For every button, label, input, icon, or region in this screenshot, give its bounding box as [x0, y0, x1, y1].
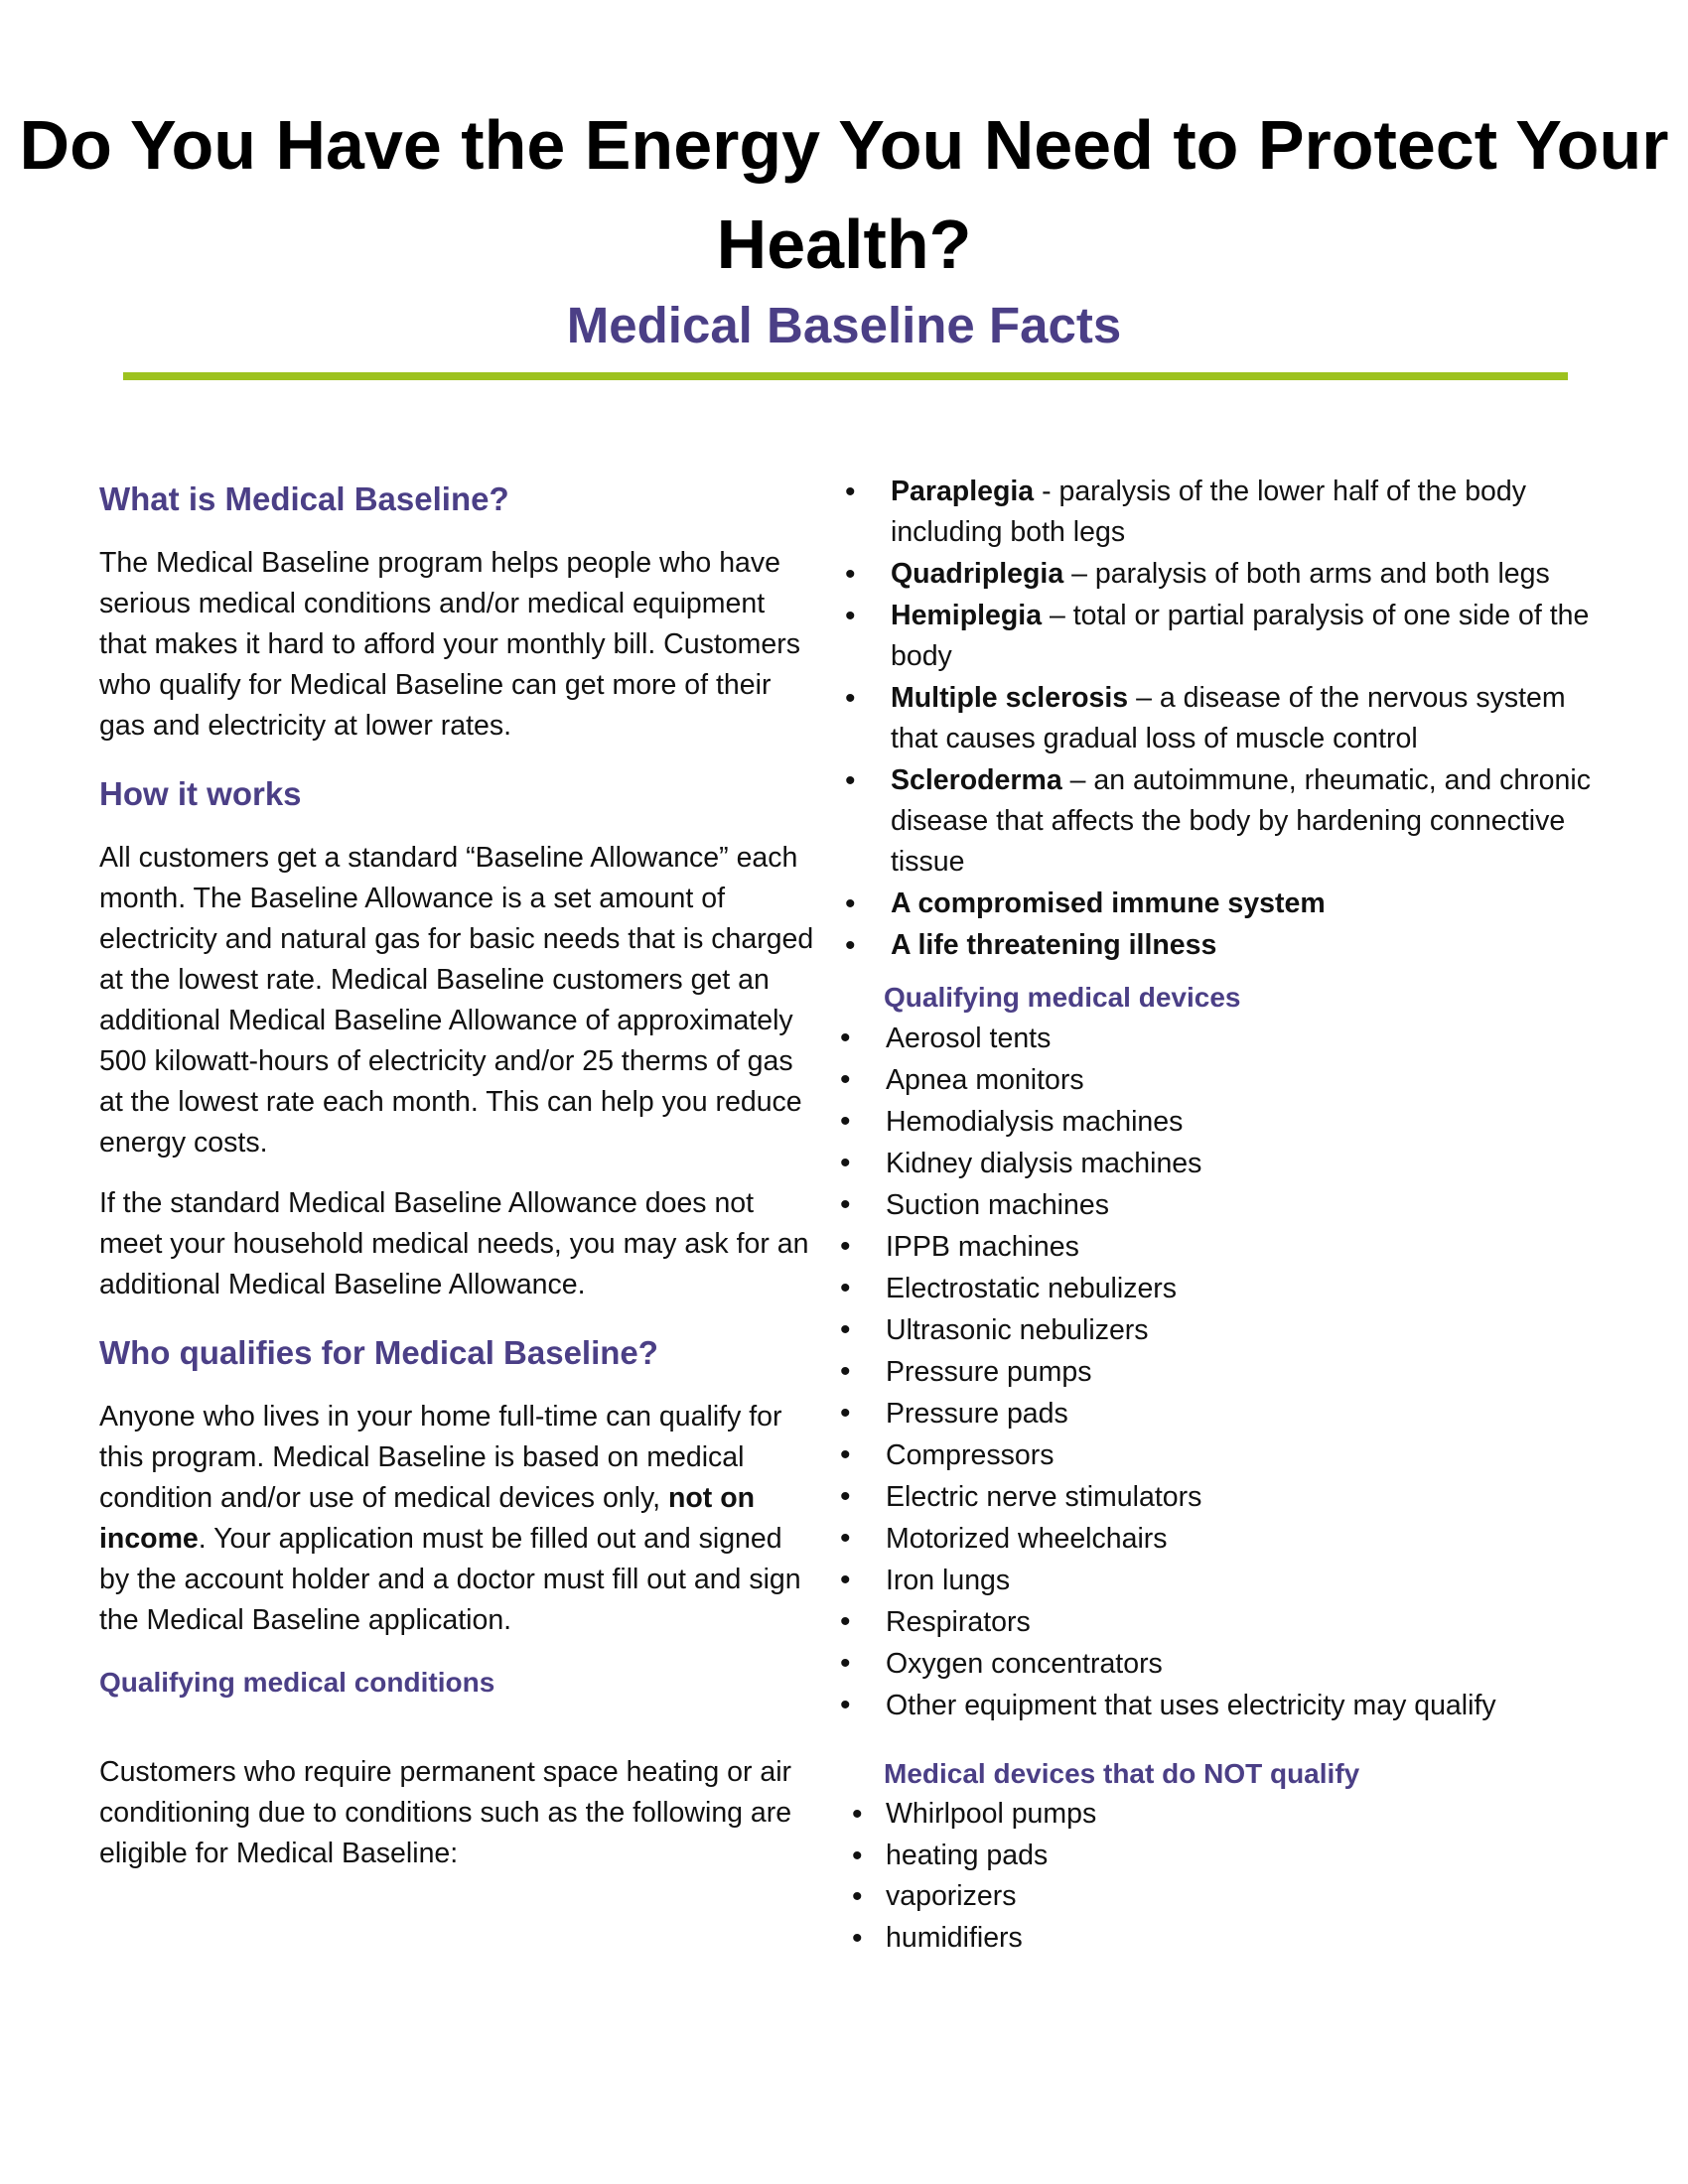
list-item: • Pressure pumps [886, 1351, 1599, 1393]
list-item [891, 925, 1599, 966]
how-heading: How it works [99, 775, 302, 812]
list-item [891, 596, 1599, 677]
right-column [884, 472, 1599, 1959]
list-item: • Hemodialysis machines [886, 1101, 1599, 1143]
list-item: • Other equipment that uses electricity may qualify [886, 1685, 1599, 1726]
condition-desc: – total or partial paralysis of one side of the body [891, 600, 1590, 672]
page-subtitle: Medical Baseline Facts [566, 297, 1122, 353]
how-body-2: If the standard Medical Baseline Allowance does not meet your household medical needs, you may ask for an additional Medical Baseline Allowance. [99, 1187, 809, 1300]
list-item: • Respirators [886, 1601, 1599, 1643]
title-divider [123, 372, 1568, 380]
non-qualifying-list [776, 1794, 1599, 1959]
condition-desc: – paralysis of both arms and both legs [1063, 558, 1550, 590]
condition-term: Paraplegia [891, 476, 1035, 507]
list-item: • IPPB machines [886, 1226, 1599, 1268]
list-item: • Aerosol tents [886, 1018, 1599, 1059]
list-item: • Kidney dialysis machines [886, 1143, 1599, 1184]
list-item [891, 760, 1599, 883]
list-item: • Whirlpool pumps [886, 1794, 1599, 1836]
conditions-list [774, 472, 1599, 966]
list-item [891, 472, 1599, 553]
condition-term: A compromised immune system [891, 887, 1326, 919]
what-heading: What is Medical Baseline? [99, 480, 509, 517]
who-body-part2: . Your application must be filled out and signed by the account holder and a doctor must fill out and sign the Medical Baseline application. [99, 1523, 801, 1636]
who-body [99, 1397, 814, 1641]
condition-term: A life threatening illness [891, 929, 1217, 961]
devices-heading: Qualifying medical devices [884, 982, 1241, 1013]
list-item: • Iron lungs [886, 1560, 1599, 1601]
list-item: • Oxygen concentrators [886, 1643, 1599, 1685]
list-item: • Motorized wheelchairs [886, 1518, 1599, 1560]
who-body-part1: Anyone who lives in your home full-time can qualify for this program. Medical Baseline is based on medical condition and/or use of medical devices only, [99, 1401, 782, 1514]
condition-term: Multiple sclerosis [891, 682, 1129, 714]
list-item: • Suction machines [886, 1184, 1599, 1226]
page-title: Do You Have the Energy You Need to Protect Your Health? [19, 106, 1669, 283]
list-item: • humidifiers [886, 1918, 1599, 1960]
list-item: • Ultrasonic nebulizers [886, 1309, 1599, 1351]
list-item: • Pressure pads [886, 1393, 1599, 1434]
who-body-emphasis: not on income [99, 1482, 756, 1555]
condition-term: Quadriplegia [891, 558, 1064, 590]
how-body-1: All customers get a standard “Baseline Allowance” each month. The Baseline Allowance is a set amount of electricity and natural gas for basic needs that is charged at the lowest rate. Medical Baseline customers get an additional Medical Baseline Allowance of approximately 500 kilowatt-hours of electricity and/or 25 therms of gas at the lowest rate each month. This can help you reduce energy costs. [99, 842, 814, 1159]
conditions-intro: Customers who require permanent space heating or air conditioning due to conditions such as the following are eligible for Medical Baseline: [99, 1756, 792, 1869]
list-item: • Apnea monitors [886, 1059, 1599, 1101]
who-heading: Who qualifies for Medical Baseline? [99, 1334, 658, 1371]
non-qualifying-heading: Medical devices that do NOT qualify [884, 1758, 1360, 1789]
condition-desc: – a disease of the nervous system that causes gradual loss of muscle control [891, 682, 1566, 754]
list-item: • Electrostatic nebulizers [886, 1268, 1599, 1309]
list-item: • Compressors [886, 1434, 1599, 1476]
left-column [99, 472, 814, 1874]
condition-term: Scleroderma [891, 764, 1062, 796]
list-item: • vaporizers [886, 1876, 1599, 1918]
what-body: The Medical Baseline program helps people who have serious medical conditions and/or medical equipment that makes it hard to afford your monthly bill. Customers who qualify for Medical Baseline can get more of their gas and electricity at lower rates. [99, 547, 800, 742]
list-item [891, 554, 1599, 595]
conditions-heading: Qualifying medical conditions [99, 1667, 495, 1698]
devices-list [776, 1018, 1599, 1726]
list-item [891, 678, 1599, 759]
condition-desc: - paralysis of the lower half of the body including both legs [891, 476, 1526, 548]
list-item: • Electric nerve stimulators [886, 1476, 1599, 1518]
condition-term: Hemiplegia [891, 600, 1043, 631]
list-item [891, 884, 1599, 924]
condition-desc: – an autoimmune, rheumatic, and chronic disease that affects the body by hardening connective tissue [891, 764, 1591, 878]
list-item: • heating pads [886, 1836, 1599, 1877]
